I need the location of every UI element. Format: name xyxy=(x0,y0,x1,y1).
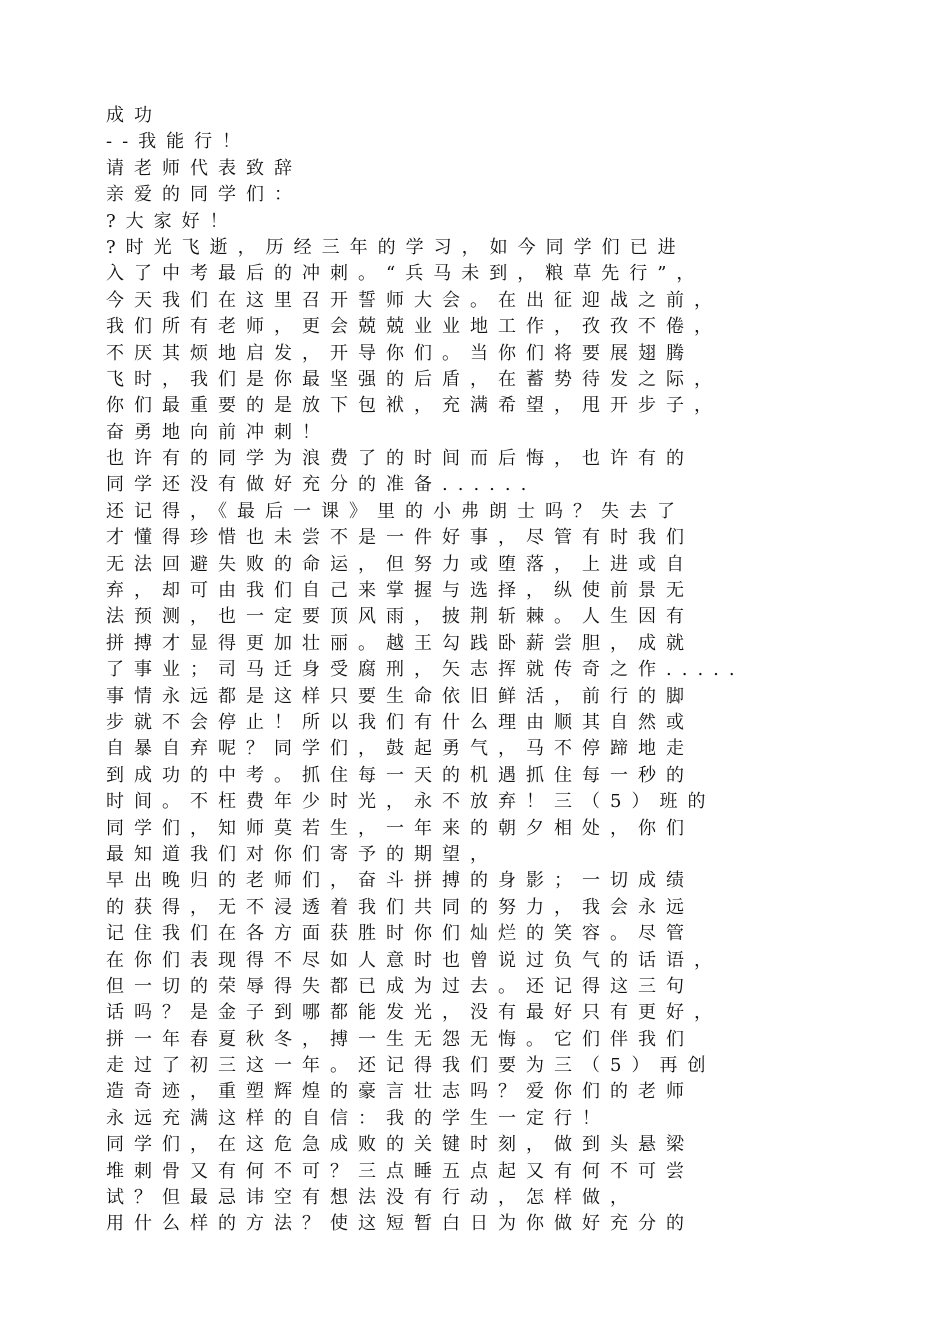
text-line: 也许有的同学为浪费了的时间而后悔，也许有的 xyxy=(106,448,694,470)
text-line: 用什么样的方法？使这短暂白日为你做好充分的 xyxy=(106,1213,694,1235)
text-line: 拼搏才显得更加壮丽。越王勾践卧薪尝胆，成就 xyxy=(106,632,694,654)
document-title: 成功 xyxy=(106,105,162,126)
text-line: 最知道我们对你们寄予的期望， xyxy=(106,843,498,865)
text-line: 弃，却可由我们自己来掌握与选择，纵使前景无 xyxy=(106,580,694,602)
text-line: 飞时，我们是你最坚强的后盾，在蓄势待发之际， xyxy=(106,368,722,390)
text-line: ?大家好！ xyxy=(106,210,238,232)
text-line: 事情永远都是这样只要生命依旧鲜活，前行的脚 xyxy=(106,685,694,707)
text-line: 的获得，无不浸透着我们共同的努力，我会永远 xyxy=(106,896,694,918)
text-line: 堆刺骨又有何不可？三点睡五点起又有何不可尝 xyxy=(106,1160,694,1182)
text-line: 请老师代表致辞 xyxy=(106,157,302,179)
document-subtitle: --我能行！ xyxy=(106,131,251,153)
text-line: ?时光飞逝，历经三年的学习，如今同学们已进 xyxy=(106,236,686,258)
text-line: 记住我们在各方面获胜时你们灿烂的笑容。尽管 xyxy=(106,923,694,945)
text-line: 还记得，《最后一课》里的小弗朗士吗？失去了 xyxy=(106,500,685,522)
text-line: 但一切的荣辱得失都已成为过去。还记得这三句 xyxy=(106,975,694,997)
text-line: 奋勇地向前冲刺！ xyxy=(106,421,330,443)
text-line: 同学还没有做好充分的准备...... xyxy=(106,474,537,496)
text-line: 步就不会停止！所以我们有什么理由顺其自然或 xyxy=(106,711,694,733)
text-line: 时间。不枉费年少时光，永不放弃！三（5）班的 xyxy=(106,791,716,813)
text-line: 才懂得珍惜也未尝不是一件好事，尽管有时我们 xyxy=(106,527,694,549)
text-line: 法预测，也一定要顶风雨，披荆斩棘。人生因有 xyxy=(106,606,694,628)
text-line: 在你们表现得不尽如人意时也曾说过负气的话语， xyxy=(106,949,722,971)
text-line: 无法回避失败的命运，但努力或堕落，上进或自 xyxy=(106,553,694,575)
text-line: 话吗？是金子到哪都能发光，没有最好只有更好， xyxy=(106,1002,722,1024)
text-line: 不厌其烦地启发，开导你们。当你们将要展翅腾 xyxy=(106,342,694,364)
text-line: 造奇迹，重塑辉煌的豪言壮志吗？爱你们的老师 xyxy=(106,1081,694,1103)
text-line: 到成功的中考。抓住每一天的机遇抓住每一秒的 xyxy=(106,764,694,786)
text-line: 走过了初三这一年。还记得我们要为三（5）再创 xyxy=(106,1055,716,1077)
text-line: 亲爱的同学们： xyxy=(106,184,302,206)
text-line: 自暴自弃呢？同学们，鼓起勇气，马不停蹄地走 xyxy=(106,738,694,760)
text-line: 同学们，在这危急成败的关键时刻，做到头悬梁 xyxy=(106,1134,694,1156)
text-line: 了事业；司马迁身受腐刑，矢志挥就传奇之作..... xyxy=(106,659,745,681)
text-line: 入了中考最后的冲刺。“兵马未到，粮草先行”， xyxy=(106,263,705,285)
text-line: 我们所有老师，更会兢兢业业地工作，孜孜不倦， xyxy=(106,316,722,338)
text-line: 试？但最忌讳空有想法没有行动，怎样做， xyxy=(106,1187,638,1209)
text-line: 早出晚归的老师们，奋斗拼搏的身影；一切成绩 xyxy=(106,870,694,892)
text-line: 同学们，知师莫若生，一年来的朝夕相处，你们 xyxy=(106,817,694,839)
text-line: 你们最重要的是放下包袱，充满希望，甩开步子， xyxy=(106,395,722,417)
text-line: 拼一年春夏秋冬，搏一生无怨无悔。它们伴我们 xyxy=(106,1028,694,1050)
text-line: 今天我们在这里召开誓师大会。在出征迎战之前， xyxy=(106,289,722,311)
text-line: 永远充满这样的自信：我的学生一定行！ xyxy=(106,1107,610,1129)
speech-text xyxy=(106,103,866,1238)
